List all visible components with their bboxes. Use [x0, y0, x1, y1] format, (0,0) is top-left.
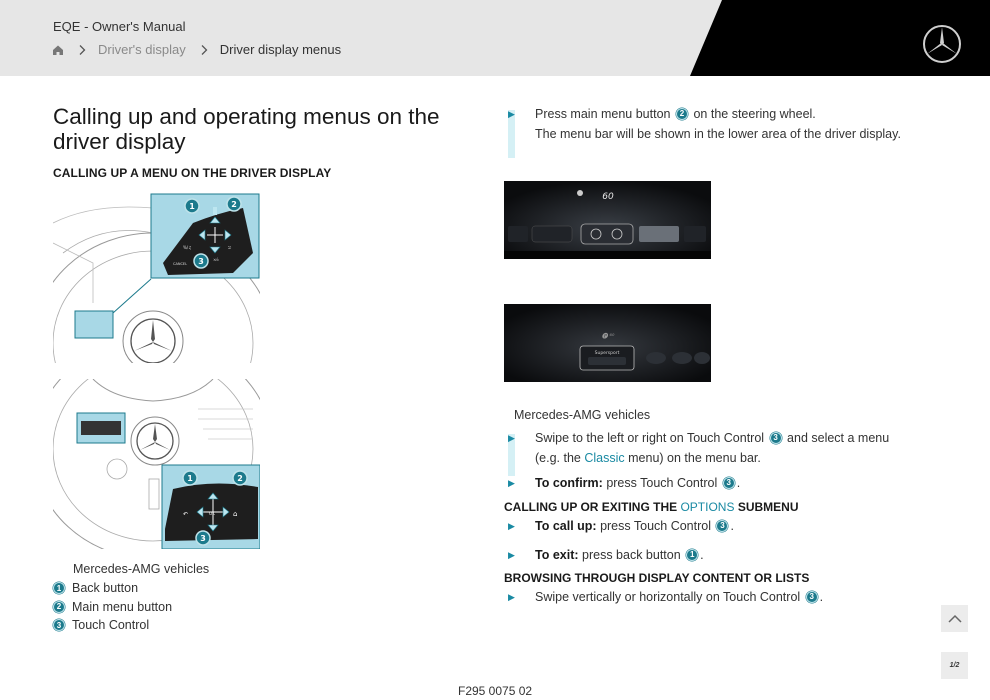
illus1-badge-2: 2 — [231, 200, 237, 209]
legend-badge: 3 — [53, 619, 65, 631]
section-heading-calling-up-menu: CALLING UP A MENU ON THE DRIVER DISPLAY — [53, 166, 332, 180]
step-arrow-icon: ▶ — [508, 478, 515, 488]
step-period: . — [819, 590, 824, 604]
legend-badge: 1 — [53, 582, 65, 594]
svg-text:⌂: ⌂ — [233, 510, 238, 518]
legend-label: Touch Control — [72, 618, 150, 633]
instruction-step — [508, 428, 908, 468]
step-text: Swipe vertically or horizontally on Touch Control — [535, 590, 801, 604]
inline-badge: 1 — [686, 549, 698, 561]
svg-text:⎋: ⎋ — [228, 245, 232, 250]
step-arrow-icon: ▶ — [508, 433, 515, 443]
step-arrow-icon: ▶ — [508, 109, 515, 119]
instruction-step — [508, 587, 928, 607]
illustration-vehicle-note: Mercedes-AMG vehicles — [73, 562, 210, 576]
breadcrumb — [52, 42, 341, 57]
step-period: . — [730, 519, 734, 533]
classic-menu-link[interactable]: Classic — [584, 451, 625, 465]
illustration-legend — [53, 579, 172, 635]
chevron-up-icon — [948, 614, 962, 624]
step-label: To call up: — [535, 519, 597, 533]
step-period: . — [700, 548, 704, 562]
step-text: Swipe to the left or right on Touch Control — [535, 431, 765, 445]
legend-label: Back button — [72, 581, 139, 596]
inline-badge: 2 — [676, 108, 688, 120]
inline-badge: 3 — [806, 591, 818, 603]
svg-text:OK: OK — [209, 511, 215, 516]
step-text: menu) on the menu bar. — [628, 451, 761, 465]
scroll-to-top-button[interactable] — [941, 605, 968, 632]
legend-label: Main menu button — [72, 599, 173, 614]
illus2-badge-1: 1 — [187, 474, 193, 483]
illus2-badge-3: 3 — [200, 534, 206, 543]
svg-text:⨯⁄₀: ⨯⁄₀ — [213, 257, 219, 262]
chevron-right-icon — [78, 44, 86, 56]
illus1-badge-1: 1 — [189, 202, 195, 211]
vehicle-note-amg: Mercedes-AMG vehicles — [514, 408, 651, 422]
illus1-badge-3: 3 — [198, 257, 204, 266]
step-text: Press main menu button — [535, 107, 671, 121]
page-indicator-button[interactable]: 1/2 — [941, 652, 968, 679]
instruction-step — [508, 104, 908, 144]
step-result: The menu bar will be shown in the lower area of the driver display. — [535, 127, 901, 141]
step-text: press back button — [582, 548, 681, 562]
figure-code: F295 0075 02 — [458, 684, 533, 698]
mercedes-star-logo[interactable] — [922, 24, 962, 64]
legend-badge: 2 — [53, 601, 65, 613]
step-period: . — [736, 476, 741, 490]
inline-badge: 3 — [770, 432, 782, 444]
step-text: press Touch Control — [606, 476, 718, 490]
instruction-step — [508, 516, 908, 536]
heading-text: CALLING UP OR EXITING THE — [504, 500, 678, 514]
illus2-badge-2: 2 — [237, 474, 243, 483]
step-arrow-icon: ▶ — [508, 521, 515, 531]
heading-text: SUBMENU — [737, 500, 799, 514]
screen2-mode-label: Supersport — [594, 351, 620, 356]
step-arrow-icon: ▶ — [508, 550, 515, 560]
legend-item — [53, 579, 172, 598]
step-text: on the steering wheel. — [693, 107, 816, 121]
screen1-speed: 60 — [602, 192, 614, 202]
step-arrow-icon: ▶ — [508, 592, 515, 602]
driver-display-image-1 — [504, 181, 711, 259]
instruction-step — [508, 473, 908, 493]
legend-item — [53, 598, 172, 617]
instruction-step — [508, 545, 908, 565]
inline-badge: 3 — [716, 520, 728, 532]
page-title: Calling up and operating menus on the driver display — [53, 104, 440, 154]
driver-display-image-2 — [504, 304, 711, 382]
header-bar — [0, 0, 990, 76]
home-icon[interactable] — [52, 44, 64, 56]
step-label: To confirm: — [535, 476, 603, 490]
step-text: press Touch Control — [600, 519, 711, 533]
legend-item — [53, 616, 172, 635]
section-heading-options-submenu — [504, 500, 799, 514]
options-link[interactable]: OPTIONS — [680, 500, 735, 514]
steering-wheel-illustration-1 — [53, 193, 260, 363]
svg-text:%/♫: %/♫ — [183, 245, 192, 250]
svg-text:CANCEL: CANCEL — [173, 262, 188, 266]
breadcrumb-drivers-display[interactable]: Driver's display — [98, 42, 186, 57]
svg-text:🅟 ⁶⁰: 🅟 ⁶⁰ — [601, 333, 615, 340]
inline-badge: 3 — [723, 477, 735, 489]
section-heading-browsing: BROWSING THROUGH DISPLAY CONTENT OR LISTS — [504, 571, 810, 585]
step-text: and select a menu (e.g. the — [535, 431, 890, 465]
steering-wheel-illustration-2 — [53, 379, 260, 549]
svg-text:↶: ↶ — [183, 511, 189, 518]
step-label: To exit: — [535, 548, 579, 562]
breadcrumb-driver-display-menus: Driver display menus — [219, 42, 342, 57]
app-title: EQE - Owner's Manual — [53, 19, 186, 34]
chevron-right-icon — [200, 44, 208, 56]
